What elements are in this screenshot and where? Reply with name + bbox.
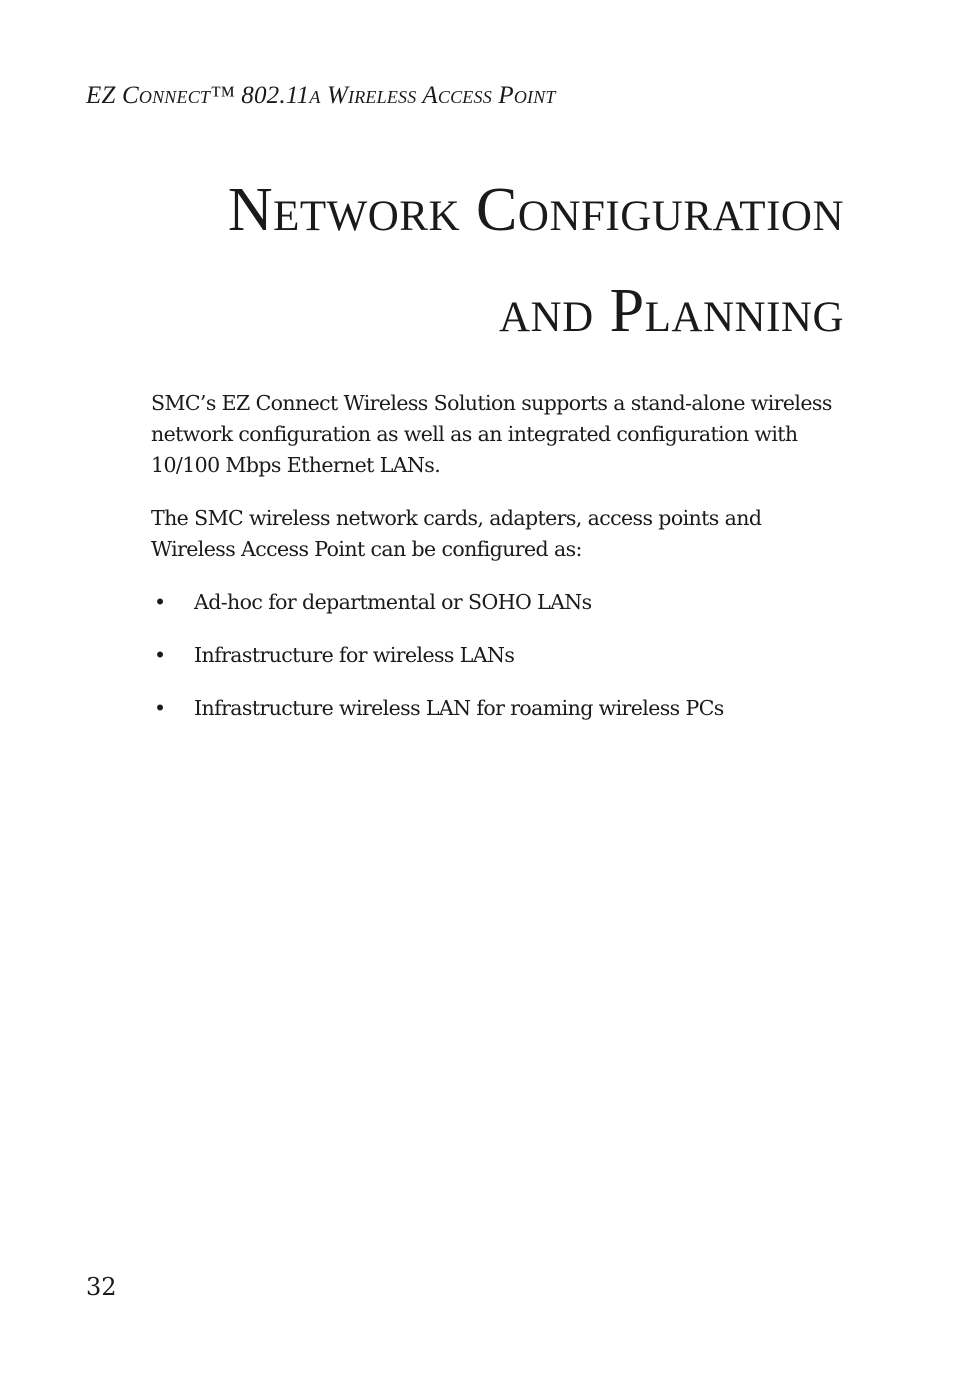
bullet-icon: • [154,696,166,720]
chapter-title [228,160,844,362]
body-text [151,388,851,746]
page-number: 32 [86,1273,117,1301]
list-item [151,693,851,724]
chapter-title-line-1: Network Configuration [227,176,844,244]
configuration-list [151,587,851,724]
list-item-text: Infrastructure for wireless LANs [194,643,515,667]
running-header: EZ Connect™ 802.11a Wireless Access Point [86,82,556,109]
list-item-text: Ad-hoc for departmental or SOHO LANs [194,590,592,614]
bullet-icon: • [154,643,166,667]
list-item [151,640,851,671]
list-item-text: Infrastructure wireless LAN for roaming wireless PCs [194,696,724,720]
bullet-icon: • [154,590,166,614]
chapter-title-line-2: and Planning [499,277,844,345]
intro-paragraph: SMC’s EZ Connect Wireless Solution supports a stand-alone wireless network configuration as well as an integrated configuration with 10/100 Mbps Ethernet LANs. [151,391,832,477]
configuration-paragraph: The SMC wireless network cards, adapters, access points and Wireless Access Point can be configured as: [151,506,762,561]
list-item [151,587,851,618]
